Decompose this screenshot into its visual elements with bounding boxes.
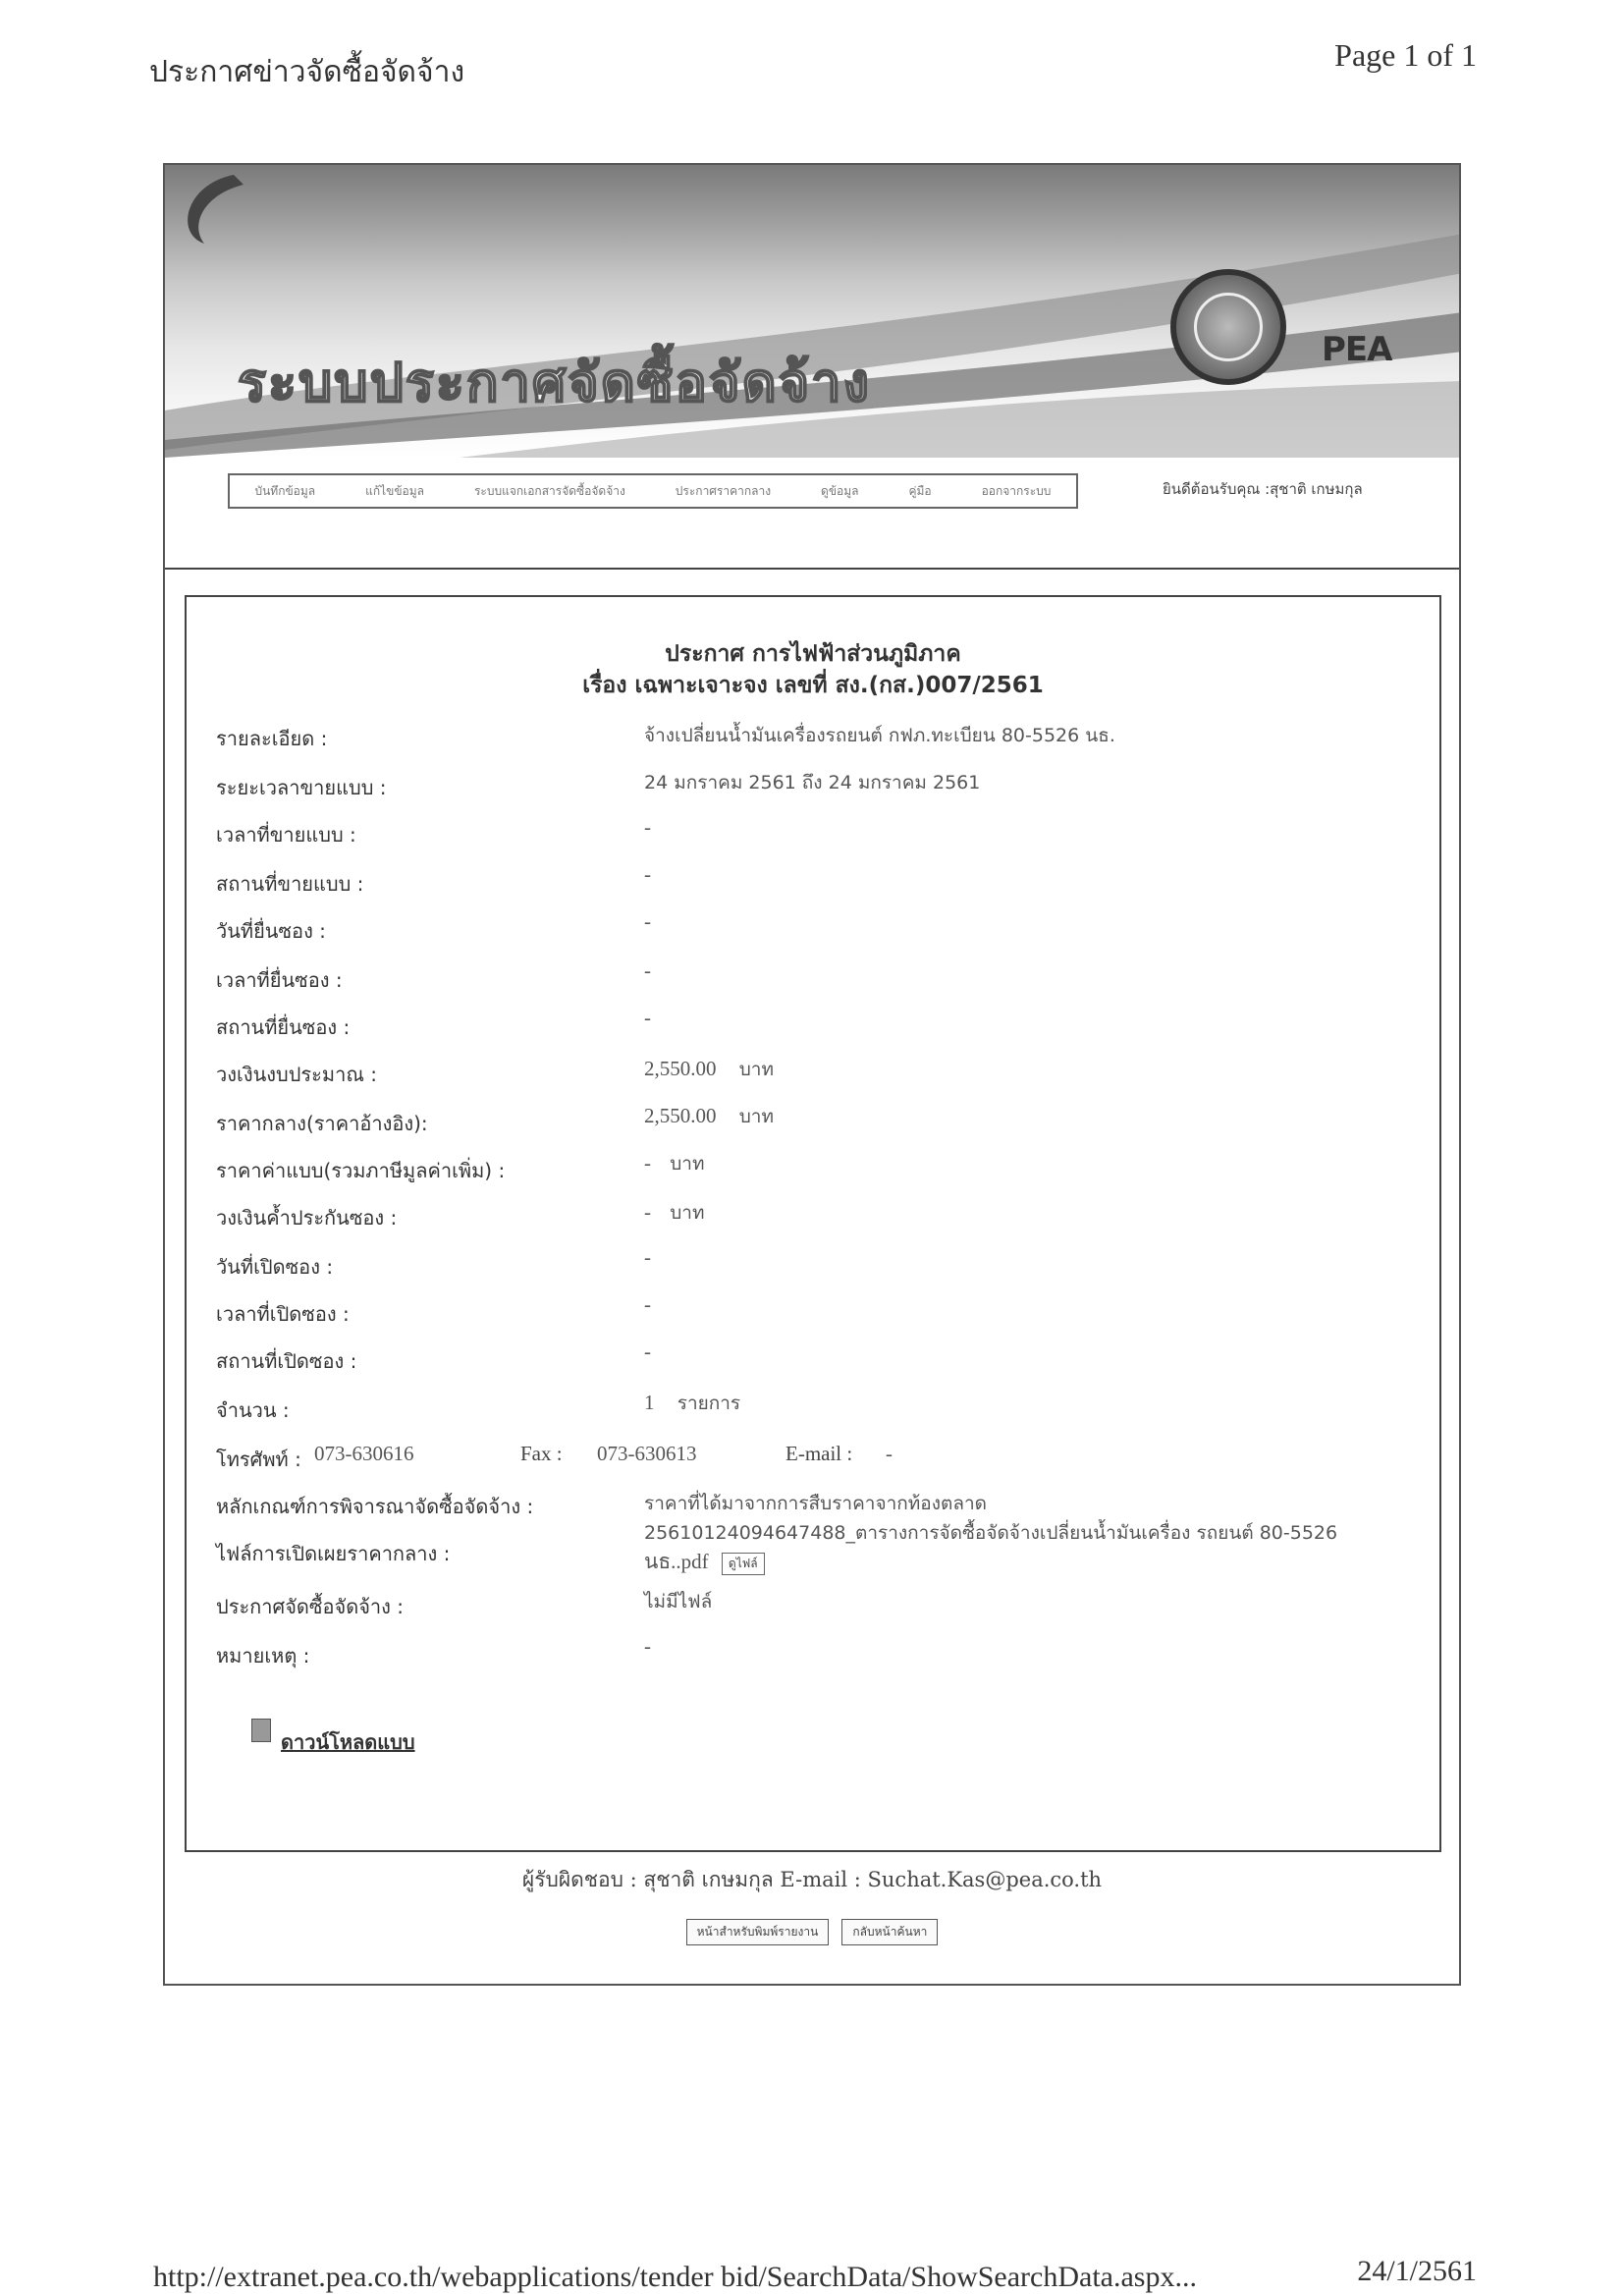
quantity-unit: รายการ <box>677 1393 741 1414</box>
field-label-bid-guarantee: วงเงินค้ำประกันซอง : <box>216 1206 398 1230</box>
bid-guarantee-unit: บาท <box>670 1202 705 1224</box>
field-value-budget <box>644 1055 774 1084</box>
field-value-sale-period: 24 มกราคม 2561 ถึง 24 มกราคม 2561 <box>644 772 981 793</box>
back-to-search-button[interactable]: กลับหน้าค้นหา <box>841 1919 938 1945</box>
pea-swirl-icon <box>165 165 273 283</box>
criteria-value: ราคาที่ได้มาจากการสืบราคาจากท้องตลาด <box>644 1493 987 1514</box>
page-frame <box>163 163 1461 1986</box>
field-value-detail: จ้างเปลี่ยนน้ำมันเครื่องรถยนต์ กฟภ.ทะเบียน 80-5526 นธ. <box>644 725 1115 746</box>
menu-item-logout[interactable]: ออกจากระบบ <box>981 483 1052 498</box>
print-header-title: ประกาศข่าวจัดซื้อจัดจ้าง <box>149 55 465 89</box>
field-label-document-fee: ราคาค่าแบบ(รวมภาษีมูลค่าเพิ่ม) : <box>216 1159 506 1182</box>
menu-item-median-price[interactable]: ประกาศราคากลาง <box>675 483 772 498</box>
print-page-number: Page 1 of 1 <box>1334 37 1477 73</box>
menu-divider <box>165 568 1459 570</box>
download-link[interactable] <box>281 1726 415 1758</box>
field-label-open-date: วันที่เปิดซอง : <box>216 1255 334 1279</box>
fax-value: 073-630613 <box>597 1442 697 1465</box>
budget-unit: บาท <box>738 1059 775 1080</box>
field-label-sale-period: ระยะเวลาขายแบบ : <box>216 776 387 799</box>
median-price-amount: 2,550.00 <box>644 1104 717 1127</box>
print-page-button[interactable]: หน้าสำหรับพิมพ์รายงาน <box>686 1919 830 1945</box>
menu-item-view[interactable]: ดูข้อมูล <box>821 483 859 498</box>
phone-value: 073-630616 <box>314 1442 414 1465</box>
price-file-name-end: นธ..pdf <box>644 1550 709 1573</box>
menu-item-manual[interactable]: คู่มือ <box>908 483 932 498</box>
field-value-open-time: - <box>644 1292 651 1316</box>
field-label-median-price: ราคากลาง(ราคาอ้างอิง): <box>216 1112 428 1135</box>
pea-logo-text: PEA <box>1322 330 1392 369</box>
announcement-title: ประกาศ การไฟฟ้าส่วนภูมิภาค <box>665 641 961 667</box>
field-value-sale-time: - <box>644 815 651 839</box>
welcome-user: ยินดีต้อนรับคุณ :สุชาติ เกษมกุล <box>1163 480 1363 498</box>
criteria-label: หลักเกณฑ์การพิจารณาจัดซื้อจัดจ้าง : <box>216 1495 534 1518</box>
field-label-sale-place: สถานที่ขายแบบ : <box>216 872 364 896</box>
median-price-unit: บาท <box>738 1106 775 1127</box>
print-footer-url: http://extranet.pea.co.th/webapplications/tender bid/SearchData/ShowSearchData.aspx... <box>153 2261 1197 2293</box>
fax-label: Fax : <box>520 1442 563 1465</box>
field-value-median-price <box>644 1102 774 1131</box>
main-menu <box>228 473 1078 509</box>
menu-item-distribution[interactable]: ระบบแจกเอกสารจัดซื้อจัดจ้าง <box>473 483 625 498</box>
email-label: E-mail : <box>785 1442 853 1465</box>
field-value-open-date: - <box>644 1245 651 1269</box>
menu-item-record[interactable]: บันทึกข้อมูล <box>254 483 316 498</box>
view-file-button[interactable]: ดูไฟล์ <box>722 1553 765 1575</box>
phone-label: โทรศัพท์ : <box>216 1448 301 1471</box>
responsible-person: ผู้รับผิดชอบ : สุชาติ เกษมกุล E-mail : Suchat.Kas@pea.co.th <box>521 1868 1103 1891</box>
field-value-quantity <box>644 1389 740 1418</box>
download-label: ดาวน์โหลดแบบ <box>281 1730 415 1754</box>
price-file-name: 25610124094647488_ตารางการจัดซื้อจัดจ้างเปลี่ยนน้ำมันเครื่อง รถยนต์ 80-5526 <box>644 1522 1338 1544</box>
field-value-sale-place: - <box>644 862 651 886</box>
field-label-open-time: เวลาที่เปิดซอง : <box>216 1302 350 1326</box>
announcement-panel <box>185 595 1441 1852</box>
field-label-submit-place: สถานที่ยื่นซอง : <box>216 1015 351 1039</box>
field-value-submit-time: - <box>644 958 651 982</box>
field-label-submit-date: วันที่ยื่นซอง : <box>216 919 326 943</box>
email-value: - <box>886 1442 893 1465</box>
field-value-document-fee <box>644 1149 705 1178</box>
document-fee-amount: - <box>644 1151 651 1175</box>
field-label-submit-time: เวลาที่ยื่นซอง : <box>216 968 343 992</box>
budget-amount: 2,550.00 <box>644 1057 717 1080</box>
remark-value: - <box>644 1634 651 1658</box>
menu-item-edit[interactable]: แก้ไขข้อมูล <box>365 483 425 498</box>
royal-seal-icon <box>1170 269 1286 385</box>
quantity-amount: 1 <box>644 1391 655 1414</box>
field-label-quantity: จำนวน : <box>216 1398 290 1422</box>
print-footer-date: 24/1/2561 <box>1357 2255 1477 2287</box>
announcement-subtitle: เรื่อง เฉพาะเจาะจง เลขที่ สง.(กส.)007/2561 <box>582 673 1044 698</box>
field-value-submit-date: - <box>644 909 651 933</box>
field-value-open-place: - <box>644 1339 651 1363</box>
field-value-bid-guarantee <box>644 1198 705 1228</box>
procurement-file-value: ไม่มีไฟล์ <box>644 1591 713 1613</box>
banner-title: ระบบประกาศจัดซื้อจัดจ้าง <box>238 352 871 413</box>
footer-buttons <box>165 1919 1459 1945</box>
field-label-open-place: สถานที่เปิดซอง : <box>216 1349 357 1373</box>
bid-guarantee-amount: - <box>644 1200 651 1224</box>
procurement-file-label: ประกาศจัดซื้อจัดจ้าง : <box>216 1595 405 1618</box>
price-file-row <box>644 1546 765 1578</box>
site-banner <box>165 165 1459 458</box>
field-label-budget: วงเงินงบประมาณ : <box>216 1063 377 1086</box>
field-value-submit-place: - <box>644 1006 651 1029</box>
remark-label: หมายเหตุ : <box>216 1644 310 1667</box>
document-fee-unit: บาท <box>670 1153 705 1175</box>
field-label-detail: รายละเอียด : <box>216 727 328 750</box>
price-file-label: ไฟล์การเปิดเผยราคากลาง : <box>216 1542 451 1565</box>
document-icon <box>251 1719 271 1742</box>
field-label-sale-time: เวลาที่ขายแบบ : <box>216 823 356 847</box>
